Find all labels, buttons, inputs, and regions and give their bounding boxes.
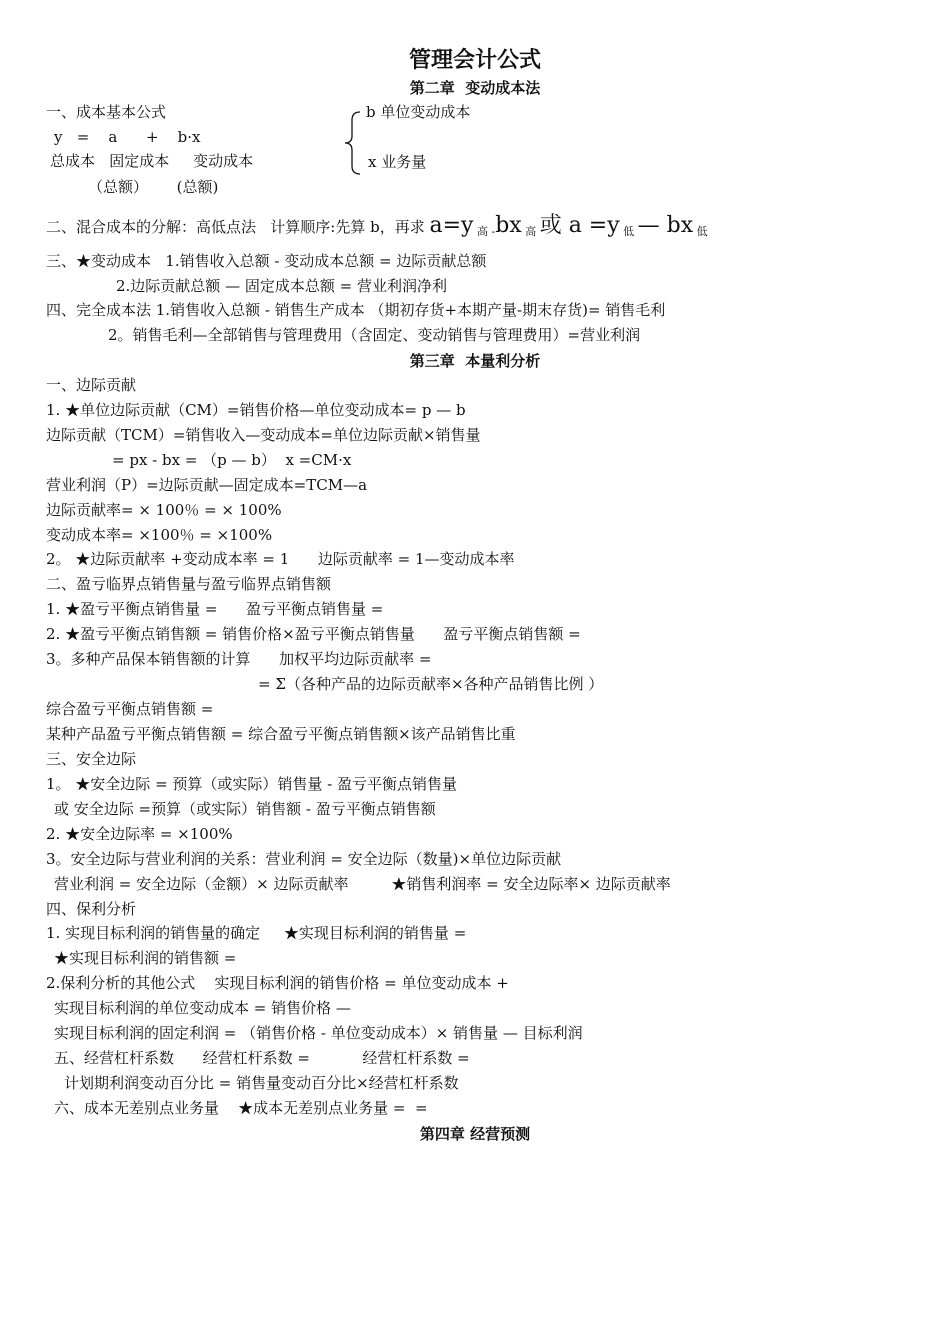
text-line: 1. 实现目标利润的销售量的确定 ★实现目标利润的销售量 = xyxy=(46,924,467,942)
text-line: = Σ（各种产品的边际贡献率×各种产品销售比例 ） xyxy=(258,675,604,693)
variable-cost-line-2: 2.边际贡献总额 — 固定成本总额 = 营业利润净利 xyxy=(116,277,447,295)
text-line: 边际贡献率= × 100％ = × 100% xyxy=(46,501,282,519)
chapter-4-heading: 第四章 经营预测 xyxy=(419,1125,531,1143)
formula-a-y: a=y xyxy=(429,213,474,238)
chapter-2-heading: 第二章 变动成本法 xyxy=(409,79,541,97)
text-line: 二、盈亏临界点销售量与盈亏临界点销售额 xyxy=(46,575,332,593)
text-line: 实现目标利润的固定利润 = （销售价格 - 单位变动成本）× 销售量 — 目标利润 xyxy=(54,1024,583,1042)
brace-label-x: x 业务量 xyxy=(368,153,427,171)
text-line: 或 安全边际 =预算（或实际）销售额 - 盈亏平衡点销售额 xyxy=(54,800,436,818)
text-line: 2. ★安全边际率 = ×100% xyxy=(46,825,233,843)
subscript-low: 低 xyxy=(619,225,638,238)
subscript-low: 低 xyxy=(693,225,708,238)
absorption-cost-line-2: 2。销售毛利—全部销售与管理费用（含固定、变动销售与管理费用）=营业利润 xyxy=(108,326,641,344)
formula-minus-bx: — bx xyxy=(637,213,694,238)
text-line: 边际贡献（TCM）=销售收入—变动成本=单位边际贡献×销售量 xyxy=(46,426,481,444)
chapter-3-heading: 第三章 本量利分析 xyxy=(409,352,541,370)
text-line: 变动成本率= ×100％ = ×100% xyxy=(46,526,273,544)
page-title: 管理会计公式 xyxy=(408,47,541,73)
text-line: 营业利润（P）=边际贡献—固定成本=TCM—a xyxy=(46,476,368,494)
text-line: 三、安全边际 xyxy=(46,750,137,768)
brace-icon xyxy=(340,110,364,176)
brace-label-b: b 单位变动成本 xyxy=(366,103,471,121)
cost-basic-formula-heading: 一、成本基本公式 xyxy=(46,103,167,121)
text-line: 实现目标利润的单位变动成本 = 销售价格 — xyxy=(54,999,351,1017)
cost-equation-labels: 总成本 固定成本 变动成本 xyxy=(50,152,254,170)
variable-cost-line-1: 三、★变动成本 1.销售收入总额 - 变动成本总额 = 边际贡献总额 xyxy=(46,252,487,270)
text-line: 3。多种产品保本销售额的计算 加权平均边际贡献率 = xyxy=(46,650,432,668)
text-line: 六、成本无差别点业务量 ★成本无差别点业务量 = = xyxy=(54,1099,428,1117)
text-line: 四、保利分析 xyxy=(46,900,137,918)
text-line: 营业利润 = 安全边际（金额）× 边际贡献率 ★销售利润率 = 安全边际率× 边际贡献率 xyxy=(54,875,671,893)
text-line: 2。 ★边际贡献率 +变动成本率 = 1 边际贡献率 = 1—变动成本率 xyxy=(46,550,515,568)
formula-bx: bx xyxy=(495,213,522,238)
text-line: ★实现目标利润的销售额 = xyxy=(54,949,237,967)
absorption-cost-line-1: 四、完全成本法 1.销售收入总额 - 销售生产成本 （期初存货+本期产量-期末存货)= 销售毛利 xyxy=(46,301,666,319)
high-low-method-line xyxy=(46,213,708,245)
subscript-high: 高 xyxy=(473,225,492,238)
text-line: 1。 ★安全边际 = 预算（或实际）销售量 - 盈亏平衡点销售量 xyxy=(46,775,458,793)
text-line: 综合盈亏平衡点销售额 = xyxy=(46,700,214,718)
cost-equation: y = a + b·x xyxy=(54,128,201,146)
text-line: 1. ★单位边际贡献（CM）=销售价格—单位变动成本= p — b xyxy=(46,401,466,419)
text-line: 五、经营杠杆系数 经营杠杆系数 = 经营杠杆系数 = xyxy=(54,1049,470,1067)
formula-or-a-y: 或 a =y xyxy=(539,213,620,238)
text-line: 2. ★盈亏平衡点销售额 = 销售价格×盈亏平衡点销售量 盈亏平衡点销售额 = xyxy=(46,625,581,643)
text-line: 某种产品盈亏平衡点销售额 = 综合盈亏平衡点销售额×该产品销售比重 xyxy=(46,725,516,743)
text-line: 3。安全边际与营业利润的关系：营业利润 = 安全边际（数量)×单位边际贡献 xyxy=(46,850,562,868)
text-line: 2.保利分析的其他公式 实现目标利润的销售价格 = 单位变动成本 + xyxy=(46,974,509,992)
subscript-high: 高 xyxy=(521,225,540,238)
cost-equation-notes: （总额） (总额) xyxy=(88,178,219,196)
text-line: 1. ★盈亏平衡点销售量 = 盈亏平衡点销售量 = xyxy=(46,600,384,618)
text-line: 一、边际贡献 xyxy=(46,376,137,394)
text-line: 计划期利润变动百分比 = 销售量变动百分比×经营杠杆系数 xyxy=(64,1074,459,1092)
minus-sign: - xyxy=(491,225,496,238)
high-low-text: 二、混合成本的分解：高低点法 计算顺序:先算 b，再求 xyxy=(46,218,430,236)
text-line: = px - bx = （p — b） x =CM·x xyxy=(112,451,352,469)
